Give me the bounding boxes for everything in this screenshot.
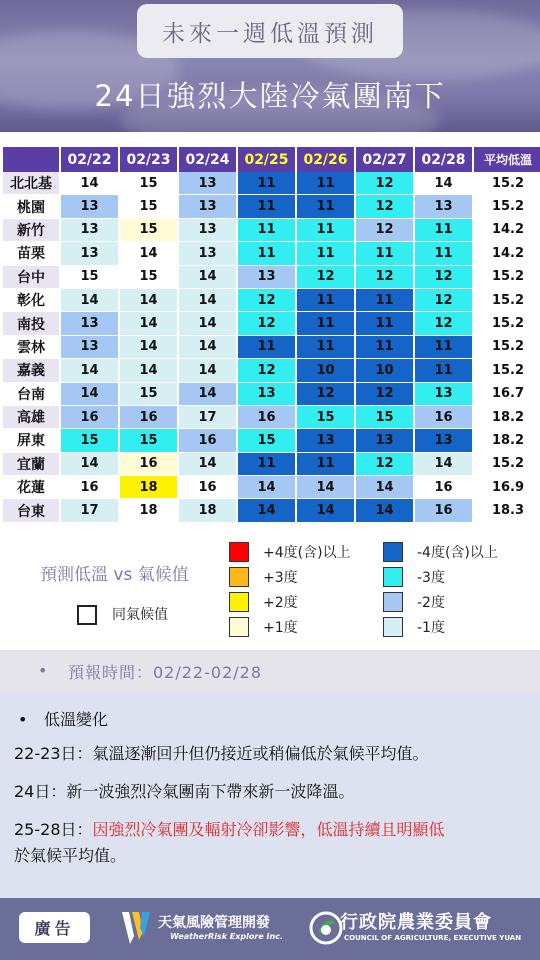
- date-header: 02/25: [238, 147, 295, 172]
- avg-cell: 14.2: [474, 219, 540, 242]
- temp-cell: 12: [356, 383, 413, 406]
- legend-item: [383, 617, 445, 637]
- legend-label: -2度: [417, 595, 445, 611]
- temp-cell: 12: [356, 219, 413, 242]
- temp-cell: 14: [297, 499, 354, 522]
- temp-cell: 12: [238, 289, 295, 312]
- temp-cell: 15: [120, 266, 177, 289]
- temp-cell: 16: [61, 406, 118, 429]
- temp-cell: 11: [238, 219, 295, 242]
- bullet: •: [38, 661, 48, 680]
- temp-cell: 13: [61, 336, 118, 359]
- date-header: 02/24: [179, 147, 236, 172]
- weatherrisk-logo[interactable]: [120, 910, 290, 950]
- temp-cell: 16: [179, 429, 236, 452]
- temp-cell: 14: [120, 336, 177, 359]
- legend-label: -3度: [417, 570, 445, 586]
- temp-cell: 14: [61, 172, 118, 195]
- table-row: [3, 219, 540, 242]
- temp-cell: 10: [297, 359, 354, 382]
- temp-cell: 16: [415, 476, 472, 499]
- temp-cell: 11: [238, 242, 295, 265]
- temp-cell: 13: [238, 383, 295, 406]
- temp-cell: 12: [238, 359, 295, 382]
- temp-cell: 14: [61, 453, 118, 476]
- city-cell: 彰化: [3, 289, 59, 312]
- notes-heading-bullet: •: [18, 710, 28, 729]
- temp-cell: 14: [179, 289, 236, 312]
- note-line-3-highlight: 因強烈冷氣團及輻射冷卻影響，低溫持續且明顯低: [92, 820, 445, 839]
- temp-cell: 14: [120, 242, 177, 265]
- coa-logo-icon: [308, 910, 344, 946]
- temp-cell: 14: [179, 266, 236, 289]
- note-line-2: 24日：新一波強烈冷氣團南下帶來新一波降溫。: [14, 782, 355, 801]
- temp-cell: 13: [238, 266, 295, 289]
- table-header-row: [3, 147, 540, 172]
- temp-cell: 18: [120, 476, 177, 499]
- legend-swatch: [229, 592, 249, 612]
- temp-cell: 12: [297, 266, 354, 289]
- temp-cell: 11: [356, 336, 413, 359]
- legend-item: [383, 567, 445, 587]
- temp-cell: 15: [120, 219, 177, 242]
- note-line-3: [14, 818, 445, 842]
- temp-cell: 11: [238, 195, 295, 218]
- table-header-corner: [3, 147, 59, 172]
- avg-cell: 14.2: [474, 242, 540, 265]
- temp-cell: 16: [179, 476, 236, 499]
- temp-cell: 11: [356, 242, 413, 265]
- temp-cell: 13: [179, 172, 236, 195]
- temp-cell: 16: [415, 499, 472, 522]
- legend-swatch: [229, 617, 249, 637]
- temp-cell: 14: [120, 289, 177, 312]
- table-row: [3, 312, 540, 335]
- temp-cell: 11: [297, 336, 354, 359]
- temp-cell: 18: [179, 499, 236, 522]
- temp-cell: 14: [61, 289, 118, 312]
- legend-label: +2度: [263, 595, 298, 611]
- city-cell: 苗栗: [3, 242, 59, 265]
- coa-name: 行政院農業委員會: [340, 912, 492, 933]
- legend-label-same: 同氣候值: [112, 607, 168, 623]
- temp-cell: 12: [415, 289, 472, 312]
- city-cell: 南投: [3, 312, 59, 335]
- temp-cell: 14: [415, 453, 472, 476]
- temp-cell: 14: [179, 453, 236, 476]
- temp-cell: 12: [415, 266, 472, 289]
- temp-cell: 15: [61, 266, 118, 289]
- coa-subtitle: COUNCIL OF AGRICULTURE, EXECUTIVE YUAN: [344, 934, 522, 942]
- table-row: [3, 266, 540, 289]
- avg-cell: 15.2: [474, 453, 540, 476]
- city-cell: 屏東: [3, 429, 59, 452]
- table-row: [3, 336, 540, 359]
- temp-cell: 13: [61, 219, 118, 242]
- avg-cell: 18.2: [474, 406, 540, 429]
- temp-cell: 15: [120, 383, 177, 406]
- temp-cell: 16: [61, 476, 118, 499]
- temp-cell: 13: [356, 429, 413, 452]
- ad-button[interactable]: 廣告: [19, 912, 90, 943]
- table-row: [3, 476, 540, 499]
- temp-cell: 13: [297, 429, 354, 452]
- temp-cell: 18: [120, 499, 177, 522]
- temp-cell: 12: [356, 453, 413, 476]
- footer: [0, 898, 540, 960]
- temp-cell: 14: [415, 172, 472, 195]
- temp-cell: 12: [297, 383, 354, 406]
- temp-cell: 14: [179, 383, 236, 406]
- temp-cell: 11: [415, 219, 472, 242]
- temp-cell: 15: [61, 429, 118, 452]
- temp-cell: 12: [356, 195, 413, 218]
- temp-cell: 13: [61, 312, 118, 335]
- avg-cell: 18.2: [474, 429, 540, 452]
- legend-swatch: [383, 542, 403, 562]
- legend-item: [229, 617, 298, 637]
- legend-item: [229, 542, 351, 562]
- temp-cell: 13: [179, 219, 236, 242]
- legend-item: [383, 592, 445, 612]
- table-row: [3, 289, 540, 312]
- temp-cell: 11: [297, 172, 354, 195]
- temp-cell: 13: [415, 383, 472, 406]
- temperature-table: [1, 147, 540, 523]
- temp-cell: 14: [120, 359, 177, 382]
- table-row: [3, 195, 540, 218]
- avg-cell: 15.2: [474, 172, 540, 195]
- city-cell: 新竹: [3, 219, 59, 242]
- notes-panel: [0, 692, 540, 898]
- temp-cell: 14: [120, 312, 177, 335]
- coa-logo[interactable]: [308, 908, 533, 950]
- legend-swatch: [229, 567, 249, 587]
- legend-label: -4度(含)以上: [417, 545, 498, 561]
- header-banner: [0, 0, 540, 132]
- table-row: [3, 359, 540, 382]
- legend-swatch-same: [77, 605, 97, 625]
- city-cell: 北北基: [3, 172, 59, 195]
- note-line-1: 22-23日：氣溫逐漸回升但仍接近或稍偏低於氣候平均值。: [14, 744, 429, 763]
- table-row: [3, 499, 540, 522]
- date-header: 02/28: [415, 147, 472, 172]
- page-title: 未來一週低溫預測: [137, 4, 403, 58]
- temp-cell: 15: [120, 172, 177, 195]
- legend-swatch: [229, 542, 249, 562]
- table-row: [3, 429, 540, 452]
- temp-cell: 14: [179, 336, 236, 359]
- city-cell: 桃園: [3, 195, 59, 218]
- date-header: 02/27: [356, 147, 413, 172]
- note-line-3-prefix: 25-28日：: [14, 820, 93, 839]
- temp-cell: 13: [179, 242, 236, 265]
- temp-cell: 17: [61, 499, 118, 522]
- temp-cell: 15: [356, 406, 413, 429]
- legend-label: +1度: [263, 620, 298, 636]
- temp-cell: 13: [415, 195, 472, 218]
- temp-cell: 15: [297, 406, 354, 429]
- avg-cell: 15.2: [474, 289, 540, 312]
- temp-cell: 13: [61, 242, 118, 265]
- avg-cell: 18.3: [474, 499, 540, 522]
- legend-title: 預測低溫 vs 氣候值: [40, 565, 189, 585]
- temp-cell: 11: [297, 242, 354, 265]
- temp-cell: 11: [238, 453, 295, 476]
- temp-cell: 12: [356, 172, 413, 195]
- avg-cell: 15.2: [474, 312, 540, 335]
- temp-cell: 14: [179, 359, 236, 382]
- avg-cell: 15.2: [474, 336, 540, 359]
- city-cell: 宜蘭: [3, 453, 59, 476]
- temp-cell: 16: [415, 406, 472, 429]
- temp-cell: 11: [238, 172, 295, 195]
- avg-header: 平均低溫: [474, 147, 540, 172]
- temp-cell: 14: [238, 499, 295, 522]
- legend-label: -1度: [417, 620, 445, 636]
- city-cell: 台中: [3, 266, 59, 289]
- temp-cell: 14: [238, 476, 295, 499]
- note-line-4: 於氣候平均值。: [14, 846, 127, 865]
- temp-cell: 11: [238, 336, 295, 359]
- temp-cell: 11: [415, 336, 472, 359]
- table-row: [3, 172, 540, 195]
- legend-label: +4度(含)以上: [263, 545, 351, 561]
- city-cell: 台南: [3, 383, 59, 406]
- temp-cell: 16: [238, 406, 295, 429]
- temp-cell: 11: [297, 219, 354, 242]
- date-header: 02/23: [120, 147, 177, 172]
- temp-cell: 14: [61, 359, 118, 382]
- temp-cell: 11: [356, 289, 413, 312]
- city-cell: 花蓮: [3, 476, 59, 499]
- avg-cell: 16.7: [474, 383, 540, 406]
- legend-swatch: [383, 567, 403, 587]
- temp-cell: 16: [120, 406, 177, 429]
- notes-heading: 低溫變化: [44, 710, 109, 729]
- avg-cell: 16.9: [474, 476, 540, 499]
- temp-cell: 15: [238, 429, 295, 452]
- forecast-period: 預報時間：02/22-02/28: [68, 663, 262, 682]
- temp-cell: 11: [356, 312, 413, 335]
- temp-cell: 10: [356, 359, 413, 382]
- temp-cell: 17: [179, 406, 236, 429]
- temp-cell: 13: [61, 195, 118, 218]
- table-row: [3, 242, 540, 265]
- table-row: [3, 406, 540, 429]
- weatherrisk-subtitle: WeatherRisk Explore Inc.: [170, 932, 283, 941]
- temp-cell: 11: [297, 453, 354, 476]
- city-cell: 雲林: [3, 336, 59, 359]
- temp-cell: 12: [415, 312, 472, 335]
- date-header: 02/26: [297, 147, 354, 172]
- temp-cell: 16: [120, 453, 177, 476]
- table-row: [3, 383, 540, 406]
- city-cell: 高雄: [3, 406, 59, 429]
- temp-cell: 14: [61, 383, 118, 406]
- temp-cell: 15: [120, 195, 177, 218]
- temp-cell: 14: [179, 312, 236, 335]
- temp-cell: 13: [179, 195, 236, 218]
- avg-cell: 15.2: [474, 359, 540, 382]
- temp-cell: 15: [120, 429, 177, 452]
- temp-cell: 14: [356, 499, 413, 522]
- temp-cell: 14: [297, 476, 354, 499]
- city-cell: 台東: [3, 499, 59, 522]
- legend-swatch: [383, 592, 403, 612]
- legend-item: [229, 567, 298, 587]
- temp-cell: 11: [415, 242, 472, 265]
- weatherrisk-name: 天氣風險管理開發: [158, 915, 270, 931]
- temp-cell: 11: [297, 312, 354, 335]
- legend-label: +3度: [263, 570, 298, 586]
- temp-cell: 11: [415, 359, 472, 382]
- temp-cell: 11: [297, 195, 354, 218]
- table-body: [3, 172, 540, 523]
- avg-cell: 15.2: [474, 266, 540, 289]
- legend-swatch: [383, 617, 403, 637]
- legend-item: [383, 542, 498, 562]
- forecast-period-band: [0, 650, 540, 692]
- headline: 24日強烈大陸冷氣團南下: [94, 79, 446, 113]
- date-header: 02/22: [61, 147, 118, 172]
- temp-cell: 12: [238, 312, 295, 335]
- legend-item: [229, 592, 298, 612]
- temp-cell: 14: [356, 476, 413, 499]
- temp-cell: 11: [297, 289, 354, 312]
- weatherrisk-logo-icon: [120, 910, 154, 946]
- table-row: [3, 453, 540, 476]
- temp-cell: 13: [415, 429, 472, 452]
- city-cell: 嘉義: [3, 359, 59, 382]
- temp-cell: 12: [356, 266, 413, 289]
- avg-cell: 15.2: [474, 195, 540, 218]
